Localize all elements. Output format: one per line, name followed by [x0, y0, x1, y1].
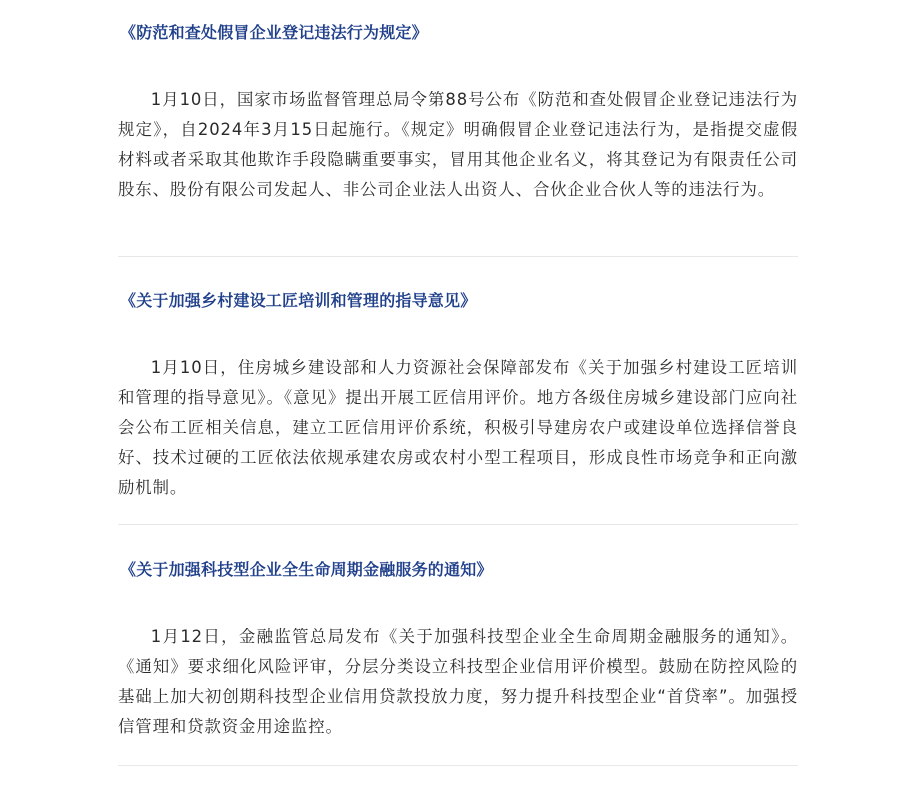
section-title: 《防范和查处假冒企业登记违法行为规定》	[120, 23, 428, 42]
section-2	[118, 289, 798, 503]
section-3	[118, 558, 798, 742]
section-body: 1月10日，国家市场监督管理总局令第88号公布《防范和查处假冒企业登记违法行为规定》，自2024年3月15日起施行。《规定》明确假冒企业登记违法行为，是指提交虚假材料或者采取其他欺诈手段隐瞒重要事实，冒用其他企业名义，将其登记为有限责任公司股东、股份有限公司发起人、非公司企业法人出资人、合伙企业合伙人等的违法行为。	[118, 90, 798, 199]
section-divider	[118, 765, 798, 766]
section-title: 《关于加强乡村建设工匠培训和管理的指导意见》	[120, 291, 477, 310]
section-1	[118, 21, 798, 205]
section-body: 1月12日，金融监管总局发布《关于加强科技型企业全生命周期金融服务的通知》。《通知》要求细化风险评审，分层分类设立科技型企业信用评价模型。鼓励在防控风险的基础上加大初创期科技型企业信用贷款投放力度，努力提升科技型企业“首贷率”。加强授信管理和贷款资金用途监控。	[118, 627, 798, 736]
section-body: 1月10日，住房城乡建设部和人力资源社会保障部发布《关于加强乡村建设工匠培训和管理的指导意见》。《意见》提出开展工匠信用评价。地方各级住房城乡建设部门应向社会公布工匠相关信息，建立工匠信用评价系统，积极引导建房农户或建设单位选择信誉良好、技术过硬的工匠依法依规承建农房或农村小型工程项目，形成良性市场竞争和正向激励机制。	[118, 358, 798, 497]
section-divider	[118, 256, 798, 257]
section-title: 《关于加强科技型企业全生命周期金融服务的通知》	[120, 560, 493, 579]
section-divider	[118, 524, 798, 525]
